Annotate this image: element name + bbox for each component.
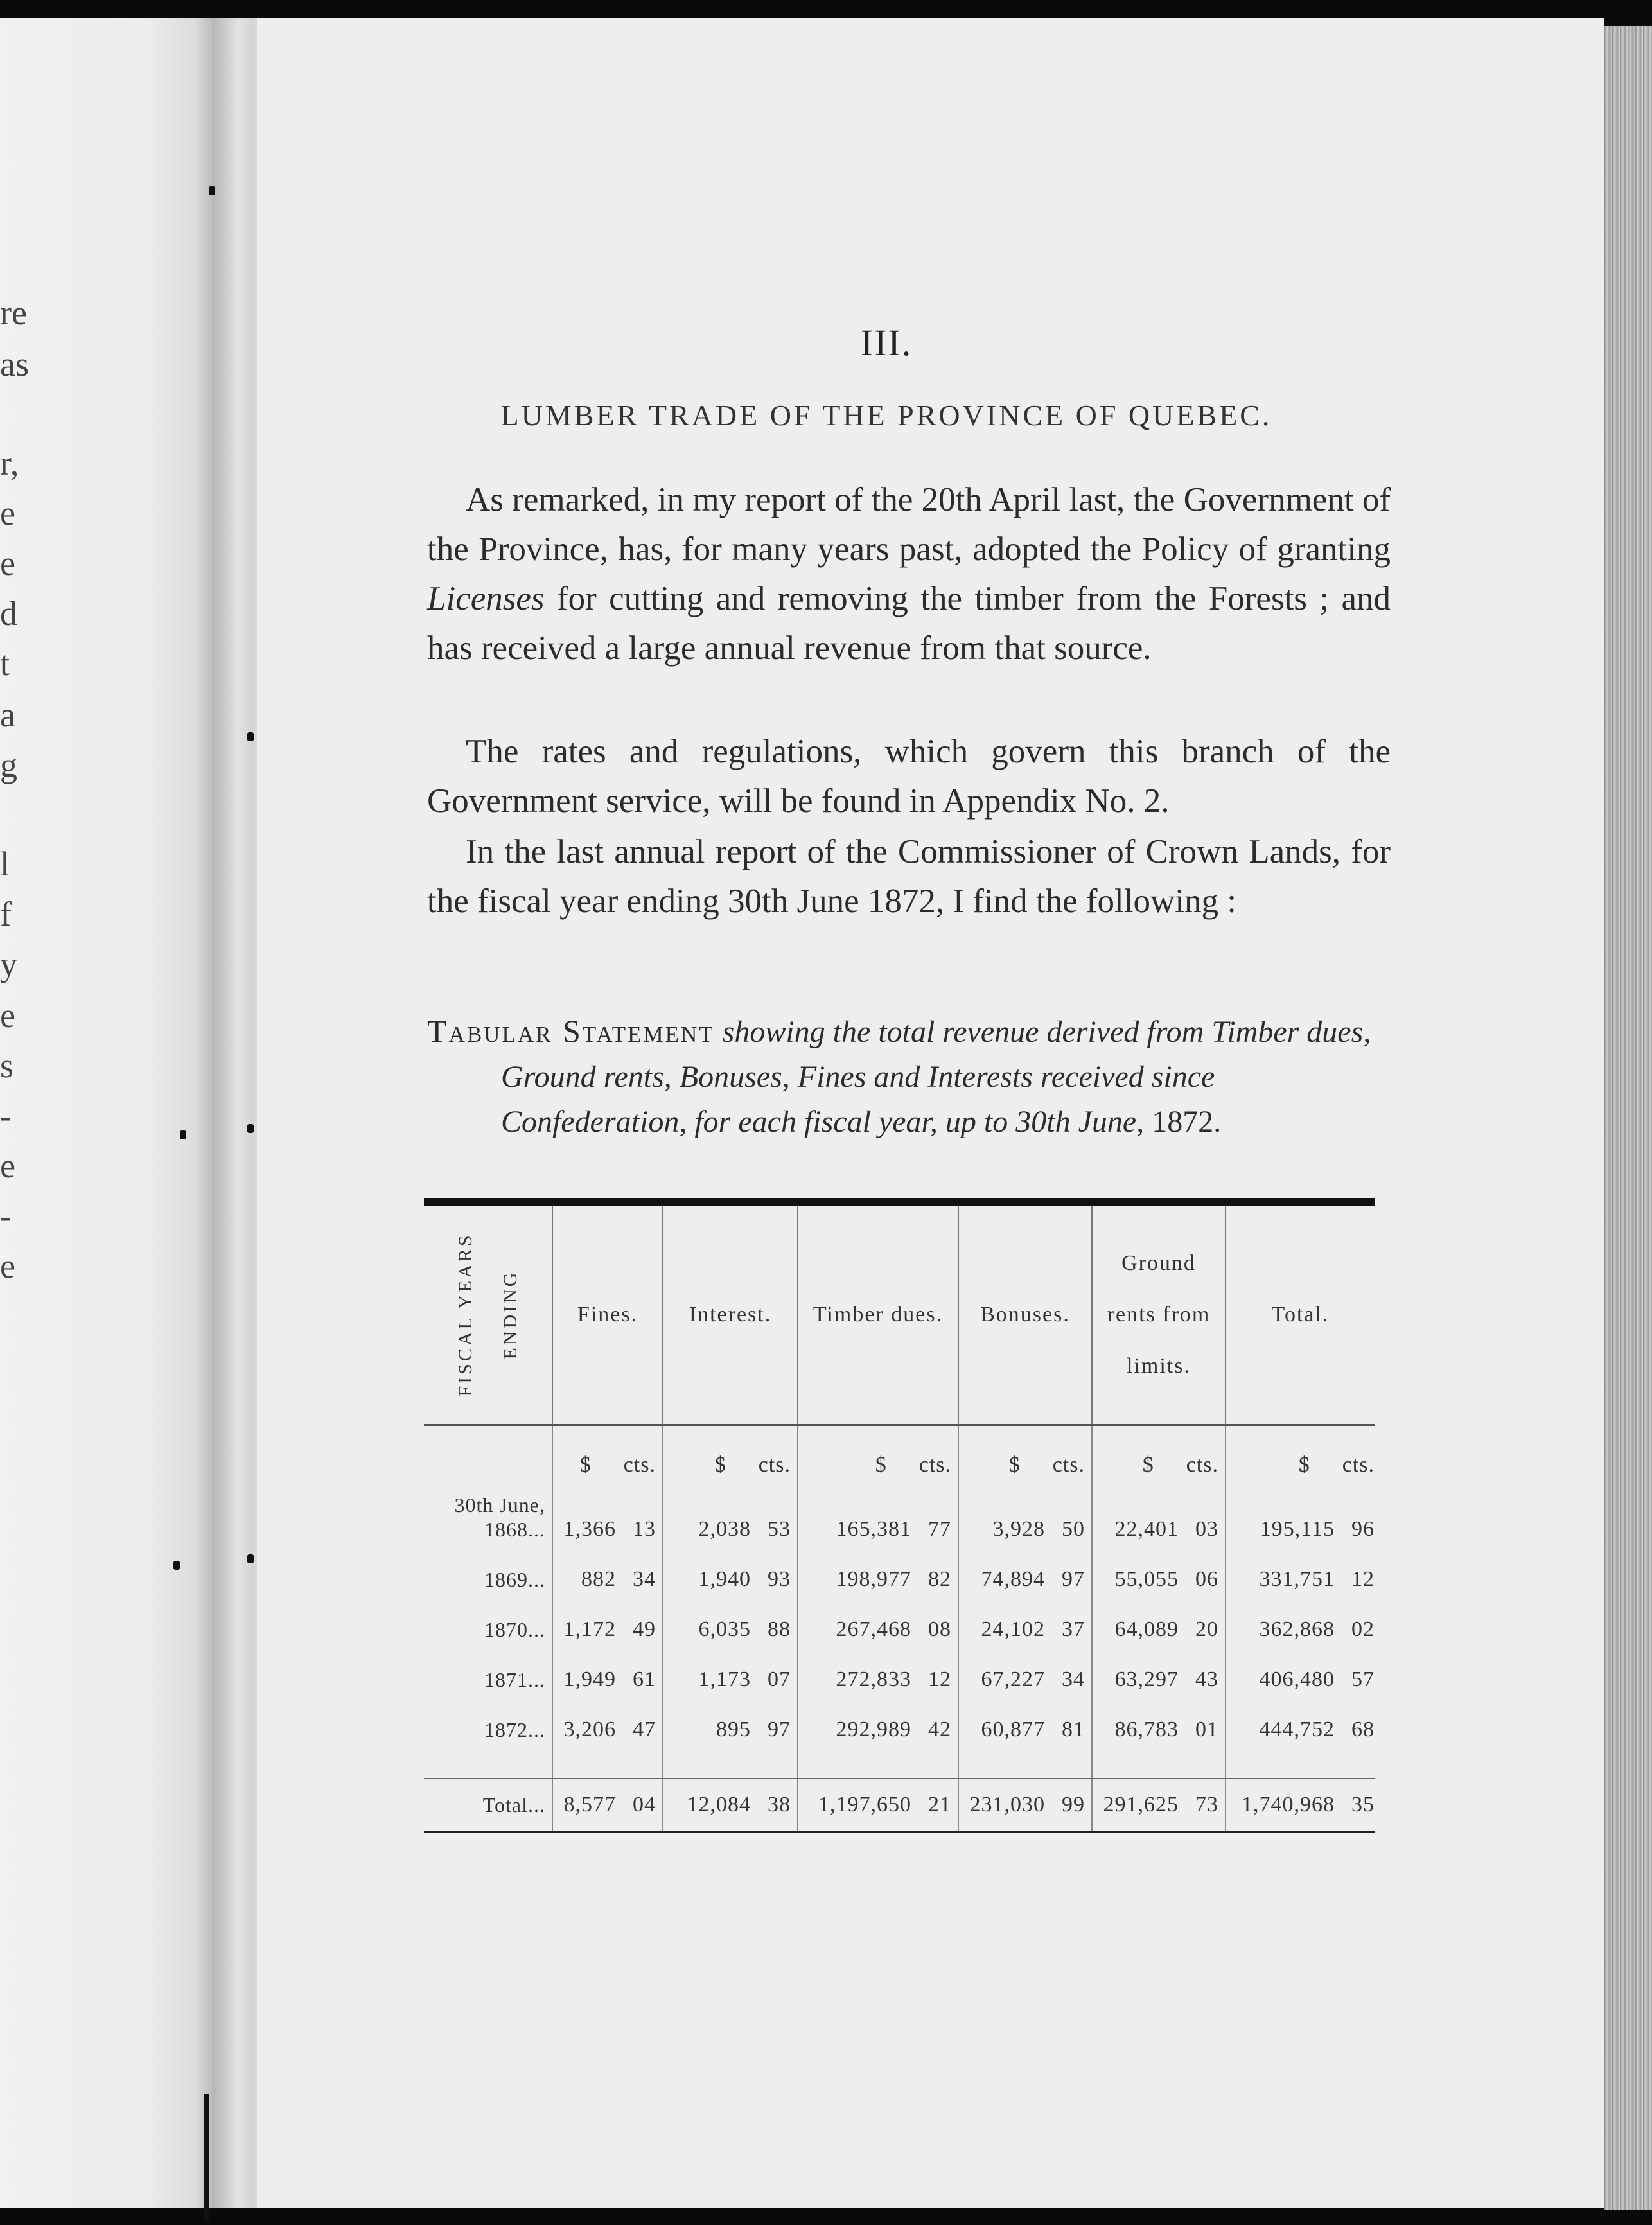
timber-total-cents: 21	[928, 1793, 951, 1816]
year-value: 1868...	[484, 1518, 545, 1541]
year-value: 1869...	[484, 1568, 545, 1591]
total-cents: 12	[1351, 1567, 1375, 1591]
unit-dollar: $	[1142, 1453, 1154, 1477]
paragraph-1-text-b: for cutting and removing the timber from the Forests ; and has received a large annual revenue from that source.	[427, 580, 1391, 667]
unit-dollar: $	[1008, 1453, 1021, 1477]
unit-cell	[958, 1425, 1092, 1478]
bonuses-dollars: 24,102	[981, 1617, 1045, 1641]
timber-dollars: 267,468	[836, 1617, 911, 1641]
ground-cents: 01	[1195, 1718, 1218, 1741]
fines-cell	[552, 1542, 663, 1592]
caption-year: 1872.	[1152, 1105, 1222, 1139]
unit-cents: cts.	[1186, 1453, 1218, 1477]
interest-total-cents: 38	[768, 1793, 791, 1816]
fines-cell	[552, 1477, 663, 1542]
unit-cents: cts.	[623, 1453, 656, 1477]
bonuses-total-dollars: 231,030	[969, 1793, 1045, 1816]
section-number: III.	[860, 322, 913, 364]
page-edges	[1604, 26, 1652, 2210]
table-row-1868	[424, 1477, 1375, 1542]
ground-rents-cell	[1092, 1477, 1226, 1542]
timber-dues-cell	[798, 1477, 958, 1542]
ground-cents: 06	[1195, 1567, 1218, 1591]
left-page-fragment: re	[0, 294, 27, 332]
interest-cents: 97	[768, 1718, 791, 1741]
timber-dollars: 292,989	[836, 1718, 911, 1741]
header-fiscal-years-label: FISCAL YEARS	[454, 1233, 476, 1397]
year-value: 1871...	[484, 1668, 545, 1691]
unit-cell	[552, 1425, 663, 1478]
grand-total-cents: 35	[1351, 1793, 1375, 1816]
ground-total-cents: 73	[1195, 1793, 1218, 1816]
left-page-fragment: l	[0, 845, 10, 883]
bonuses-cents: 37	[1062, 1617, 1085, 1641]
fines-total-cell	[552, 1779, 663, 1832]
unit-cell	[663, 1425, 798, 1478]
interest-dollars: 1,173	[698, 1667, 751, 1691]
header-ending-label: ENDING	[499, 1270, 521, 1360]
timber-total-cell	[798, 1779, 958, 1832]
left-page-fragment: r,	[0, 444, 19, 482]
bonuses-cents: 34	[1062, 1667, 1085, 1691]
total-cell	[1226, 1477, 1375, 1542]
year-value: 1870...	[484, 1618, 545, 1641]
timber-dollars: 272,833	[836, 1667, 911, 1691]
unit-cell-empty	[424, 1425, 552, 1478]
revenue-table	[424, 1198, 1375, 1833]
total-cell	[1226, 1542, 1375, 1592]
ground-dollars: 55,055	[1114, 1567, 1179, 1591]
total-cell	[1226, 1642, 1375, 1692]
ground-rents-cell	[1092, 1542, 1226, 1592]
total-cell	[1226, 1692, 1375, 1742]
ground-total-dollars: 291,625	[1103, 1793, 1179, 1816]
separator-cell	[958, 1742, 1092, 1779]
binding-speck	[247, 1124, 254, 1133]
bonuses-dollars: 3,928	[992, 1517, 1045, 1541]
table-separator-row	[424, 1742, 1375, 1779]
bonuses-cell	[958, 1542, 1092, 1592]
interest-total-cell	[663, 1779, 798, 1832]
interest-dollars: 1,940	[698, 1567, 751, 1591]
total-dollars: 406,480	[1259, 1667, 1335, 1691]
bonuses-total-cents: 99	[1062, 1793, 1085, 1816]
ground-cents: 03	[1195, 1517, 1218, 1541]
ground-total-cell	[1092, 1779, 1226, 1832]
interest-cents: 88	[768, 1617, 791, 1641]
total-label-cell	[424, 1779, 552, 1832]
header-bonuses: Bonuses.	[958, 1202, 1092, 1425]
ground-dollars: 86,783	[1114, 1718, 1179, 1741]
fines-cell	[552, 1692, 663, 1742]
separator-cell	[424, 1742, 552, 1779]
timber-dues-cell	[798, 1592, 958, 1642]
total-dollars: 444,752	[1259, 1718, 1335, 1741]
ground-rents-cell	[1092, 1592, 1226, 1642]
interest-dollars: 895	[716, 1718, 751, 1741]
fiscal-year-cell	[424, 1477, 552, 1542]
separator-cell	[663, 1742, 798, 1779]
fines-total-cents: 04	[633, 1793, 656, 1816]
paragraph-2	[427, 727, 1391, 826]
bonuses-total-cell	[958, 1779, 1092, 1832]
left-page-fragment: e	[0, 1147, 15, 1185]
ground-dollars: 64,089	[1114, 1617, 1179, 1641]
interest-cell	[663, 1477, 798, 1542]
total-cell	[1226, 1592, 1375, 1642]
left-page-fragment: f	[0, 895, 12, 933]
left-page-fragment: d	[0, 594, 17, 633]
interest-cell	[663, 1542, 798, 1592]
interest-cell	[663, 1642, 798, 1692]
fines-dollars: 1,172	[563, 1617, 616, 1641]
unit-cents: cts.	[1052, 1453, 1085, 1477]
interest-cell	[663, 1692, 798, 1742]
table-row-1872	[424, 1692, 1375, 1742]
unit-cents: cts.	[918, 1453, 951, 1477]
binding-speck	[247, 1554, 254, 1563]
timber-dues-cell	[798, 1692, 958, 1742]
header-ground-rents: Ground rents from limits.	[1092, 1202, 1226, 1425]
fines-dollars: 1,949	[563, 1667, 616, 1691]
timber-dues-cell	[798, 1542, 958, 1592]
paragraph-1	[427, 475, 1391, 673]
timber-cents: 82	[928, 1567, 951, 1591]
units-row	[424, 1425, 1375, 1478]
total-cents: 02	[1351, 1617, 1375, 1641]
bonuses-dollars: 60,877	[981, 1718, 1045, 1741]
unit-dollar: $	[1298, 1453, 1310, 1477]
unit-dollar: $	[579, 1453, 592, 1477]
fines-cents: 61	[633, 1667, 656, 1691]
fiscal-year-cell	[424, 1692, 552, 1742]
caption-lead: Tabular Statement	[427, 1013, 715, 1049]
fines-dollars: 882	[581, 1567, 616, 1591]
paragraph-2-text: The rates and regulations, which govern this branch of the Government service, will be found in Appendix No. 2.	[427, 733, 1391, 820]
year-value: 1872...	[484, 1718, 545, 1741]
unit-cell	[1226, 1425, 1375, 1478]
header-timber-dues: Timber dues.	[798, 1202, 958, 1425]
bonuses-cents: 50	[1062, 1517, 1085, 1541]
left-page-fragment: t	[0, 644, 10, 683]
unit-cell	[1092, 1425, 1226, 1478]
fines-cents: 34	[633, 1567, 656, 1591]
bonuses-cell	[958, 1592, 1092, 1642]
timber-dollars: 198,977	[836, 1567, 911, 1591]
bonuses-cents: 81	[1062, 1718, 1085, 1741]
separator-cell	[798, 1742, 958, 1779]
left-page-fragment: g	[0, 746, 17, 784]
bonuses-cents: 97	[1062, 1567, 1085, 1591]
binding-speck	[173, 1561, 180, 1570]
fines-cents: 13	[633, 1517, 656, 1541]
total-label: Total...	[482, 1793, 545, 1816]
paragraph-3	[427, 827, 1391, 926]
grand-total-cell	[1226, 1779, 1375, 1832]
interest-dollars: 2,038	[698, 1517, 751, 1541]
grand-total-dollars: 1,740,968	[1242, 1793, 1335, 1816]
separator-cell	[1092, 1742, 1226, 1779]
fines-dollars: 1,366	[563, 1517, 616, 1541]
unit-cents: cts.	[758, 1453, 791, 1477]
timber-cents: 42	[928, 1718, 951, 1741]
fiscal-year-cell	[424, 1542, 552, 1592]
ground-cents: 43	[1195, 1667, 1218, 1691]
separator-cell	[1226, 1742, 1375, 1779]
table-header-row	[424, 1202, 1375, 1425]
fines-total-dollars: 8,577	[563, 1793, 616, 1816]
ground-rents-cell	[1092, 1642, 1226, 1692]
total-dollars: 362,868	[1259, 1617, 1335, 1641]
bonuses-cell	[958, 1692, 1092, 1742]
total-cents: 96	[1351, 1517, 1375, 1541]
header-fines: Fines.	[552, 1202, 663, 1425]
table-row-1871	[424, 1642, 1375, 1692]
table-row-1869	[424, 1542, 1375, 1592]
table-caption	[427, 1008, 1391, 1145]
left-facing-page	[0, 18, 212, 2208]
left-page-fragment: e	[0, 996, 15, 1035]
binding-speck	[247, 732, 254, 741]
timber-cents: 08	[928, 1617, 951, 1641]
timber-dues-cell	[798, 1642, 958, 1692]
left-page-fragment: e	[0, 1247, 15, 1285]
left-page-fragment: e	[0, 544, 15, 583]
ground-dollars: 63,297	[1114, 1667, 1179, 1691]
binding-speck	[180, 1130, 186, 1139]
bonuses-cell	[958, 1642, 1092, 1692]
ground-dollars: 22,401	[1114, 1517, 1179, 1541]
table-total-row	[424, 1779, 1375, 1832]
interest-cell	[663, 1592, 798, 1642]
paragraph-1-emphasis: Licenses	[427, 580, 545, 617]
unit-dollar: $	[714, 1453, 726, 1477]
total-dollars: 195,115	[1260, 1517, 1335, 1541]
table-row-1870	[424, 1592, 1375, 1642]
header-total: Total.	[1226, 1202, 1375, 1425]
bonuses-dollars: 74,894	[981, 1567, 1045, 1591]
fiscal-year-cell	[424, 1592, 552, 1642]
left-page-fragment: y	[0, 945, 17, 983]
section-title: LUMBER TRADE OF THE PROVINCE OF QUEBEC.	[500, 399, 1272, 432]
fines-dollars: 3,206	[563, 1718, 616, 1741]
left-page-fragment: -	[0, 1096, 12, 1135]
total-cents: 57	[1351, 1667, 1375, 1691]
interest-cents: 93	[768, 1567, 791, 1591]
timber-total-dollars: 1,197,650	[818, 1793, 911, 1816]
left-page-fragment: -	[0, 1197, 12, 1235]
fines-cell	[552, 1592, 663, 1642]
interest-cents: 07	[768, 1667, 791, 1691]
paragraph-1-text-a: As remarked, in my report of the 20th April last, the Government of the Province, has, for many years past, adopted the Policy of granting	[427, 481, 1391, 568]
timber-cents: 77	[928, 1517, 951, 1541]
total-dollars: 331,751	[1259, 1567, 1335, 1591]
left-page-fragment: as	[0, 345, 29, 383]
total-cents: 68	[1351, 1718, 1375, 1741]
left-page-fragment: s	[0, 1046, 14, 1085]
ground-cents: 20	[1195, 1617, 1218, 1641]
caption-text: showing the total revenue derived from Timber dues, Ground rents, Bonuses, Fines and Interests received since Confederation, for each fiscal year, up to 30th June,	[501, 1015, 1371, 1139]
timber-cents: 12	[928, 1667, 951, 1691]
fines-cents: 47	[633, 1718, 656, 1741]
bonuses-dollars: 67,227	[981, 1667, 1045, 1691]
left-page-fragment: a	[0, 696, 15, 734]
header-fiscal-years	[424, 1202, 552, 1425]
header-interest: Interest.	[663, 1202, 798, 1425]
year-prefix: 30th June,	[454, 1493, 545, 1517]
left-page-fragment: e	[0, 494, 15, 532]
timber-dollars: 165,381	[836, 1517, 911, 1541]
ground-rents-cell	[1092, 1692, 1226, 1742]
bonuses-cell	[958, 1477, 1092, 1542]
interest-total-dollars: 12,084	[687, 1793, 751, 1816]
unit-cents: cts.	[1342, 1453, 1375, 1477]
fiscal-year-cell	[424, 1642, 552, 1692]
binding-speck	[209, 186, 215, 195]
spine-shadow	[204, 2094, 209, 2222]
interest-cents: 53	[768, 1517, 791, 1541]
unit-cell	[798, 1425, 958, 1478]
fines-cents: 49	[633, 1617, 656, 1641]
interest-dollars: 6,035	[698, 1617, 751, 1641]
unit-dollar: $	[875, 1453, 887, 1477]
fines-cell	[552, 1642, 663, 1692]
paragraph-3-text: In the last annual report of the Commissioner of Crown Lands, for the fiscal year ending 30th June 1872, I find the following :	[427, 833, 1391, 920]
separator-cell	[552, 1742, 663, 1779]
